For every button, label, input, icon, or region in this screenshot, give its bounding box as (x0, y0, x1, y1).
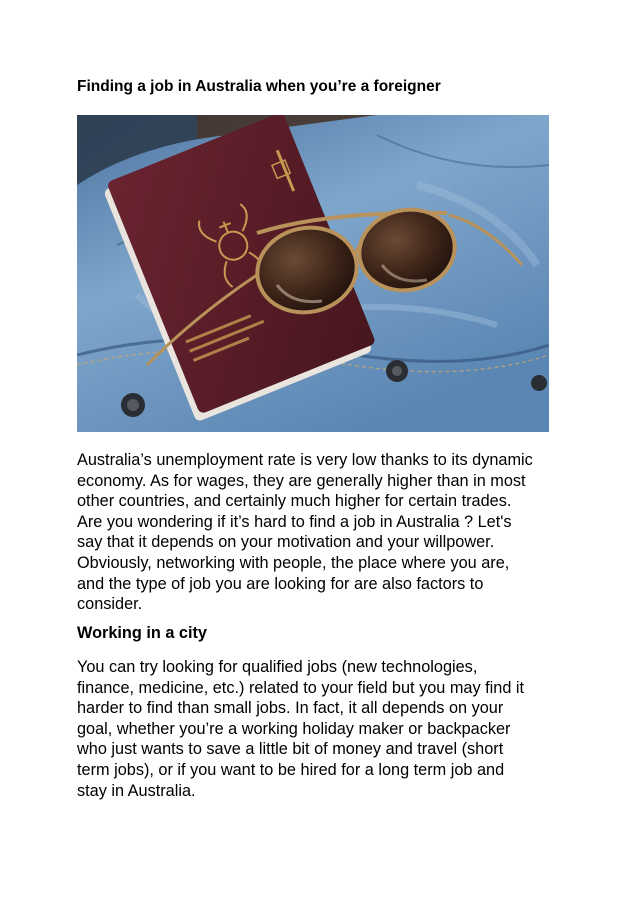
section-heading-working-in-a-city: Working in a city (77, 624, 207, 642)
intro-paragraph: Australia’s unemployment rate is very low thanks to its dynamic economy. As for wages, they are generally higher than in most other countries, and certainly much higher for certain trades. Are you wondering if it’s hard to find a job in Australia ? Let's say that it depends on your motivation and your willpower. Obviously, networking with people, the place where you are, and the type of job you are looking for are also factors to consider. (77, 451, 533, 614)
passport-sunglasses-photo (77, 115, 549, 432)
document-title: Finding a job in Australia when you’re a foreigner (77, 78, 441, 95)
city-jobs-paragraph: You can try looking for qualified jobs (new technologies, finance, medicine, etc.) related to your field but you may find it harder to find than small jobs. In fact, it all depends on your goal, whether you’re a working holiday maker or backpacker who just wants to save a little bit of money and travel (short term jobs), or if you want to be hired for a long term job and stay in Australia. (77, 658, 525, 800)
photo-illustration (77, 115, 549, 432)
